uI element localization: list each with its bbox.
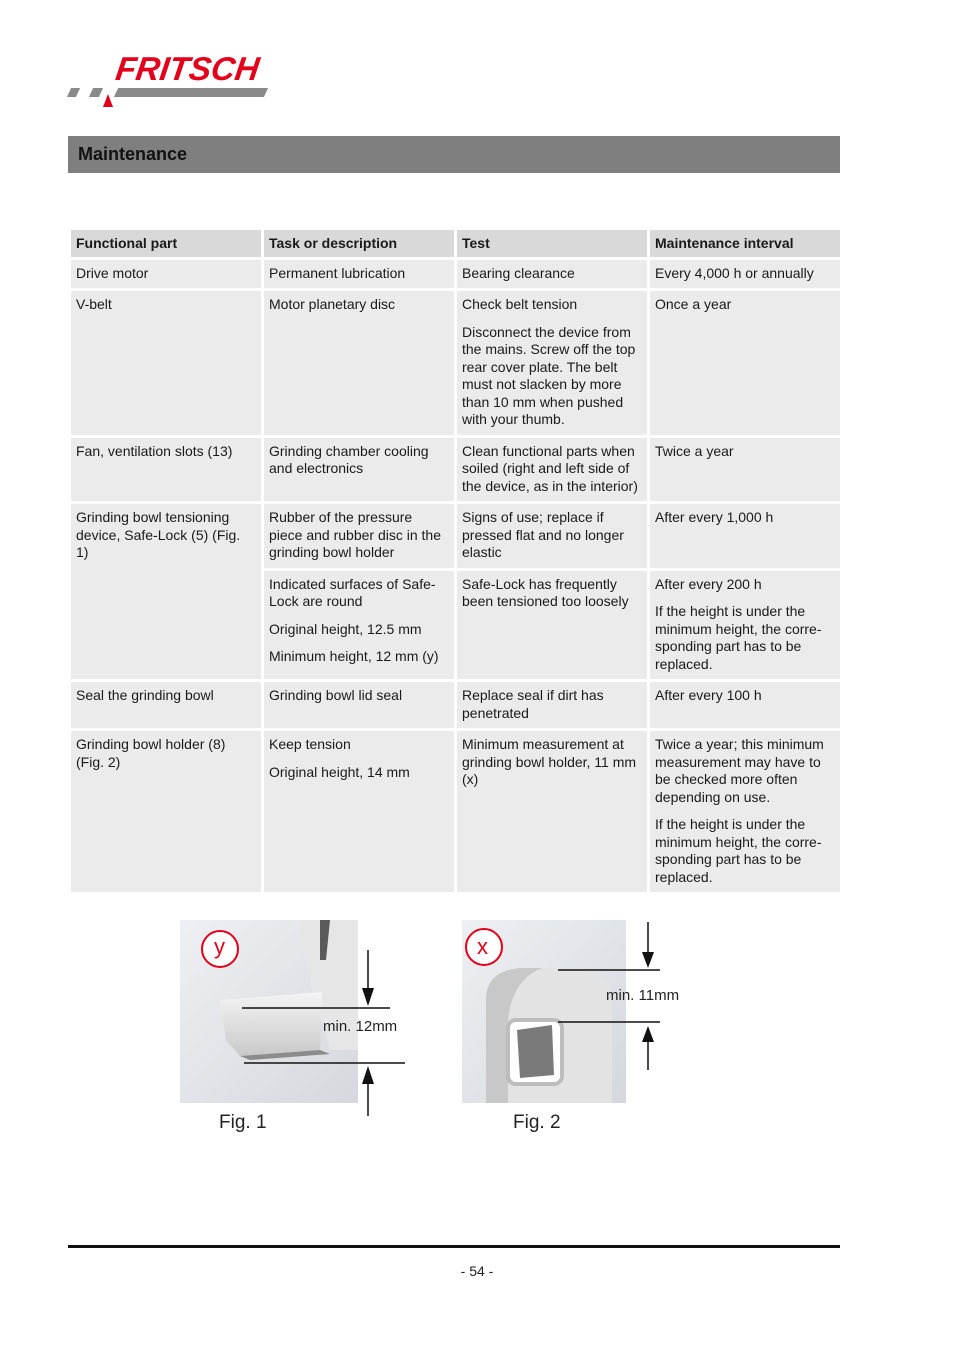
interval-cell: Every 4,000 h or annually xyxy=(650,260,840,289)
test-cell: Replace seal if dirt has penetrated xyxy=(457,682,647,728)
task-cell: Keep tension Original height, 14 mm xyxy=(264,731,454,892)
interval-cell: Twice a year xyxy=(650,438,840,502)
footer-rule xyxy=(68,1245,840,1248)
interval-cell: After every 100 h xyxy=(650,682,840,728)
functional-part-cell: Grinding bowl tensioning device, Safe-Lock (5) (Fig. 1) xyxy=(71,504,261,679)
logo-triangle xyxy=(103,94,113,107)
column-header: Maintenance interval xyxy=(650,230,840,257)
interval-cell: After every 200 h If the height is under the minimum height, the corre-sponding part has to be replaced. xyxy=(650,571,840,680)
fig2-dimension-label: min. 11mm xyxy=(606,987,680,1004)
interval-cell: After every 1,000 h xyxy=(650,504,840,568)
task-cell: Motor planetary disc xyxy=(264,291,454,435)
functional-part-cell: Grinding bowl holder (8) (Fig. 2) xyxy=(71,731,261,892)
column-header: Test xyxy=(457,230,647,257)
interval-cell: Twice a year; this minimum measurement may have to be checked more often depending on use. If the height is under the minimum height, the corre-sponding part has to be replaced. xyxy=(650,731,840,892)
test-cell: Minimum measurement at grinding bowl holder, 11 mm (x) xyxy=(457,731,647,892)
functional-part-cell: Drive motor xyxy=(71,260,261,289)
functional-part-cell: Fan, ventilation slots (13) xyxy=(71,438,261,502)
test-cell: Signs of use; replace if pressed flat and no longer elastic xyxy=(457,504,647,568)
test-cell: Clean functional parts when soiled (right and left side of the device, as in the interior) xyxy=(457,438,647,502)
fig2-caption: Fig. 2 xyxy=(513,1112,561,1133)
test-cell: Check belt tension Disconnect the device from the mains. Screw off the top rear cover plate. The belt must not slacken by more than 10 mm when pushed with your thumb. xyxy=(457,291,647,435)
section-title: Maintenance xyxy=(78,144,188,164)
page-number: - 54 - xyxy=(460,1263,494,1279)
fritsch-logo xyxy=(66,50,286,112)
fig1-caption: Fig. 1 xyxy=(219,1112,267,1133)
fig1-marker-y: y xyxy=(214,934,225,959)
functional-part-cell: Seal the grinding bowl xyxy=(71,682,261,728)
task-cell: Grinding bowl lid seal xyxy=(264,682,454,728)
logo-text: FRITSCH xyxy=(113,50,262,87)
table-row xyxy=(71,291,840,435)
functional-part-cell: V-belt xyxy=(71,291,261,435)
interval-cell: Once a year xyxy=(650,291,840,435)
task-cell: Indicated surfaces of Safe-Lock are round Original height, 12.5 mm Minimum height, 12 mm (y) xyxy=(264,571,454,680)
logo-bar-segment xyxy=(67,88,80,97)
table-row xyxy=(71,438,840,502)
task-cell: Grinding chamber cooling and electronics xyxy=(264,438,454,502)
test-cell: Bearing clearance xyxy=(457,260,647,289)
fig2-illustration xyxy=(462,920,702,1120)
table-row xyxy=(71,504,840,568)
test-cell: Safe-Lock has frequently been tensioned too loosely xyxy=(457,571,647,680)
column-header: Functional part xyxy=(71,230,261,257)
fig1-dimension-label: min. 12mm xyxy=(323,1018,398,1035)
logo-bar-segment xyxy=(89,88,103,97)
maintenance-table xyxy=(68,227,843,895)
table-row xyxy=(71,682,840,728)
table-header-row xyxy=(71,230,840,257)
table-row xyxy=(71,731,840,892)
task-cell: Permanent lubrication xyxy=(264,260,454,289)
column-header: Task or description xyxy=(264,230,454,257)
table-row xyxy=(71,260,840,289)
section-header xyxy=(68,136,840,173)
figures-area xyxy=(0,912,954,1152)
fig2-marker-x: x xyxy=(477,934,488,959)
task-cell: Rubber of the pressure piece and rubber disc in the grinding bowl holder xyxy=(264,504,454,568)
logo-bar-segment xyxy=(114,88,268,97)
